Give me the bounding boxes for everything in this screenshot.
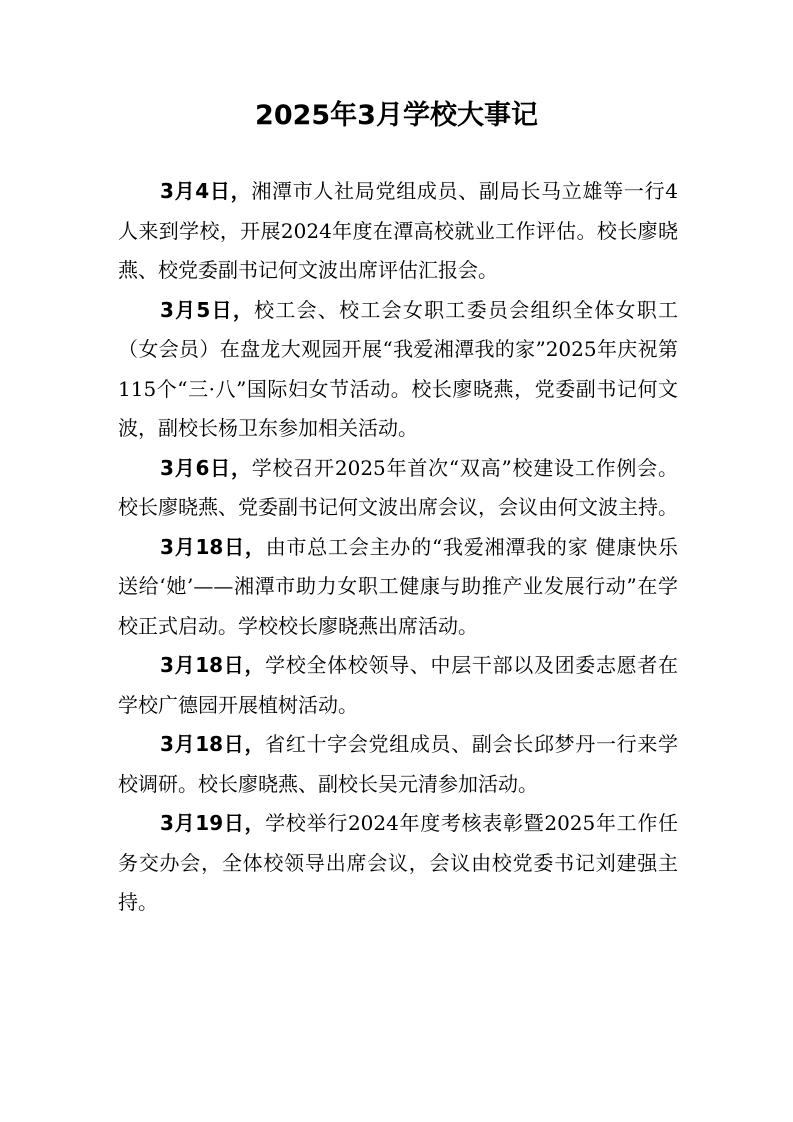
- event-date: 3月19日，: [160, 811, 266, 835]
- event-item: [118, 804, 678, 923]
- event-item: [118, 725, 678, 804]
- event-list: [118, 172, 678, 923]
- event-text: 省红十字会党组成员、副会长邱梦丹一行来学校调研。校长廖晓燕、副校长吴元清参加活动。: [118, 732, 679, 796]
- event-text: 校工会、校工会女职工委员会组织全体女职工（女会员）在盘龙大观园开展“我爱湘潭我的家”2025年庆祝第115个“三·八”国际妇女节活动。校长廖晓燕，党委副书记何文波，副校长杨卫东参加相关活动。: [118, 297, 678, 440]
- event-date: 3月18日，: [160, 732, 266, 756]
- event-date: 3月18日，: [160, 534, 266, 559]
- event-date: 3月6日，: [160, 455, 252, 480]
- event-item: [118, 291, 678, 449]
- event-date: 3月5日，: [160, 297, 255, 322]
- event-text: 学校召开2025年首次“双高”校建设工作例会。校长廖晓燕、党委副书记何文波出席会议，会议由何文波主持。: [118, 455, 678, 519]
- event-item: [118, 449, 678, 528]
- event-item: [118, 528, 678, 647]
- event-text: 学校举行2024年度考核表彰暨2025年工作任务交办会，全体校领导出席会议，会议由校党委书记刘建强主持。: [118, 811, 679, 914]
- event-item: [118, 646, 678, 725]
- event-date: 3月18日，: [160, 653, 266, 677]
- event-item: [118, 172, 678, 291]
- event-text: 由市总工会主办的“我爱湘潭我的家 健康快乐送给‘她’——湘潭市助力女职工健康与助推产业发展行动”在学校正式启动。学校校长廖晓燕出席活动。: [118, 534, 678, 638]
- document-title: 2025年3月学校大事记: [255, 100, 538, 131]
- event-text: 湘潭市人社局党组成员、副局长马立雄等一行4人来到学校，开展2024年度在潭高校就业工作评估。校长廖晓燕、校党委副书记何文波出席评估汇报会。: [118, 179, 678, 282]
- event-date: 3月4日，: [160, 179, 252, 203]
- event-text: 学校全体校领导、中层干部以及团委志愿者在学校广德园开展植树活动。: [118, 653, 679, 717]
